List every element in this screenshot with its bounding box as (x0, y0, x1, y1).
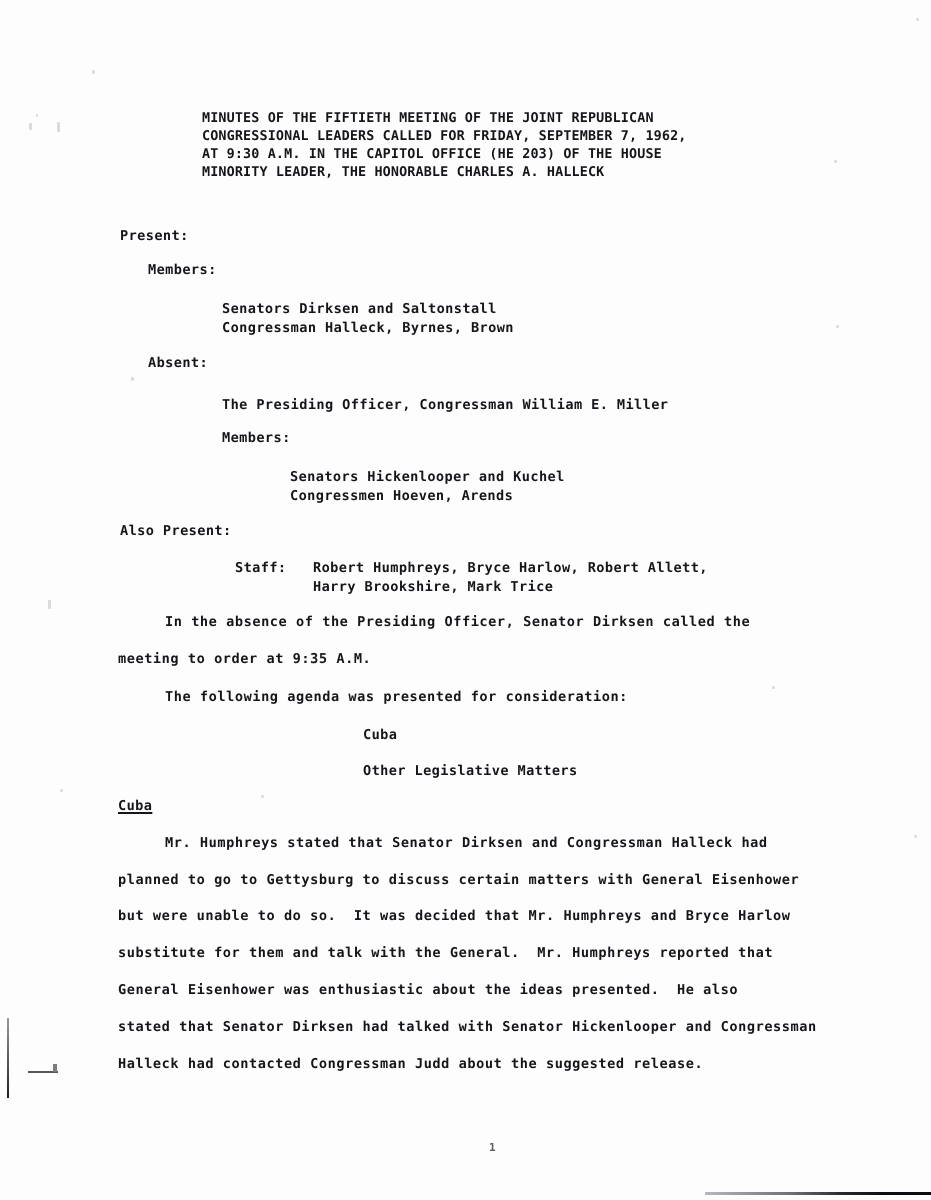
present-member-line: Senators Dirksen and Saltonstall (222, 301, 497, 317)
present-members-label: Members: (148, 262, 217, 278)
section-heading-cuba: Cuba (118, 798, 153, 814)
absent-label: Absent: (148, 355, 209, 371)
agenda-item: Cuba (363, 727, 398, 743)
opening-line: In the absence of the Presiding Officer, Senator Dirksen called the (165, 614, 751, 630)
page-number: 1 (489, 1141, 496, 1154)
section-body-line: stated that Senator Dirksen had talked with Senator Hickenlooper and Congressman (118, 1019, 817, 1035)
minutes-header-line-2: CONGRESSIONAL LEADERS CALLED FOR FRIDAY, SEPTEMBER 7, 1962, (202, 129, 687, 144)
scan-speck (261, 795, 264, 798)
present-label: Present: (120, 228, 189, 244)
scan-speck (772, 686, 775, 689)
section-body-line: planned to go to Gettysburg to discuss certain matters with General Eisenhower (118, 872, 800, 888)
scan-speck (916, 18, 919, 21)
scan-edge-line-bottom-right (705, 1192, 931, 1195)
scan-speck (92, 70, 95, 74)
minutes-header-line-1: MINUTES OF THE FIFTIETH MEETING OF THE JOINT REPUBLICAN (202, 111, 654, 126)
section-body-line: substitute for them and talk with the General. Mr. Humphreys reported that (118, 945, 774, 961)
scan-speck (36, 114, 38, 117)
scan-edge-line-left (7, 1018, 9, 1098)
scan-speck (914, 835, 917, 838)
agenda-intro: The following agenda was presented for consideration: (165, 689, 628, 705)
minutes-header-line-3: AT 9:30 A.M. IN THE CAPITOL OFFICE (HE 203) OF THE HOUSE (202, 147, 662, 162)
present-member-line: Congressman Halleck, Byrnes, Brown (222, 320, 514, 336)
scan-speck (29, 123, 32, 130)
staff-line: Robert Humphreys, Bryce Harlow, Robert Allett, (313, 560, 708, 576)
section-body-line: General Eisenhower was enthusiastic about the ideas presented. He also (118, 982, 739, 998)
staff-label: Staff: (235, 560, 287, 576)
section-body-line: but were unable to do so. It was decided that Mr. Humphreys and Bryce Harlow (118, 908, 791, 924)
section-body-line: Mr. Humphreys stated that Senator Dirksen and Congressman Halleck had (165, 835, 768, 851)
opening-line: meeting to order at 9:35 A.M. (118, 651, 372, 667)
minutes-header-line-4: MINORITY LEADER, THE HONORABLE CHARLES A. HALLECK (202, 165, 605, 180)
scan-speck (57, 122, 60, 132)
scan-speck (60, 789, 63, 792)
scan-speck (131, 377, 134, 381)
scan-speck (834, 160, 837, 163)
absent-presiding-officer: The Presiding Officer, Congressman William E. Miller (222, 397, 669, 413)
absent-member-line: Congressmen Hoeven, Arends (290, 488, 514, 504)
also-present-label: Also Present: (120, 523, 232, 539)
agenda-item: Other Legislative Matters (363, 763, 578, 779)
absent-member-line: Senators Hickenlooper and Kuchel (290, 469, 565, 485)
absent-members-label: Members: (222, 430, 291, 446)
staff-line: Harry Brookshire, Mark Trice (313, 579, 554, 595)
scan-speck (836, 325, 839, 328)
scan-mark-bottom-left-tick (53, 1064, 57, 1072)
section-body-line: Halleck had contacted Congressman Judd about the suggested release. (118, 1056, 704, 1072)
scan-speck (48, 600, 51, 609)
